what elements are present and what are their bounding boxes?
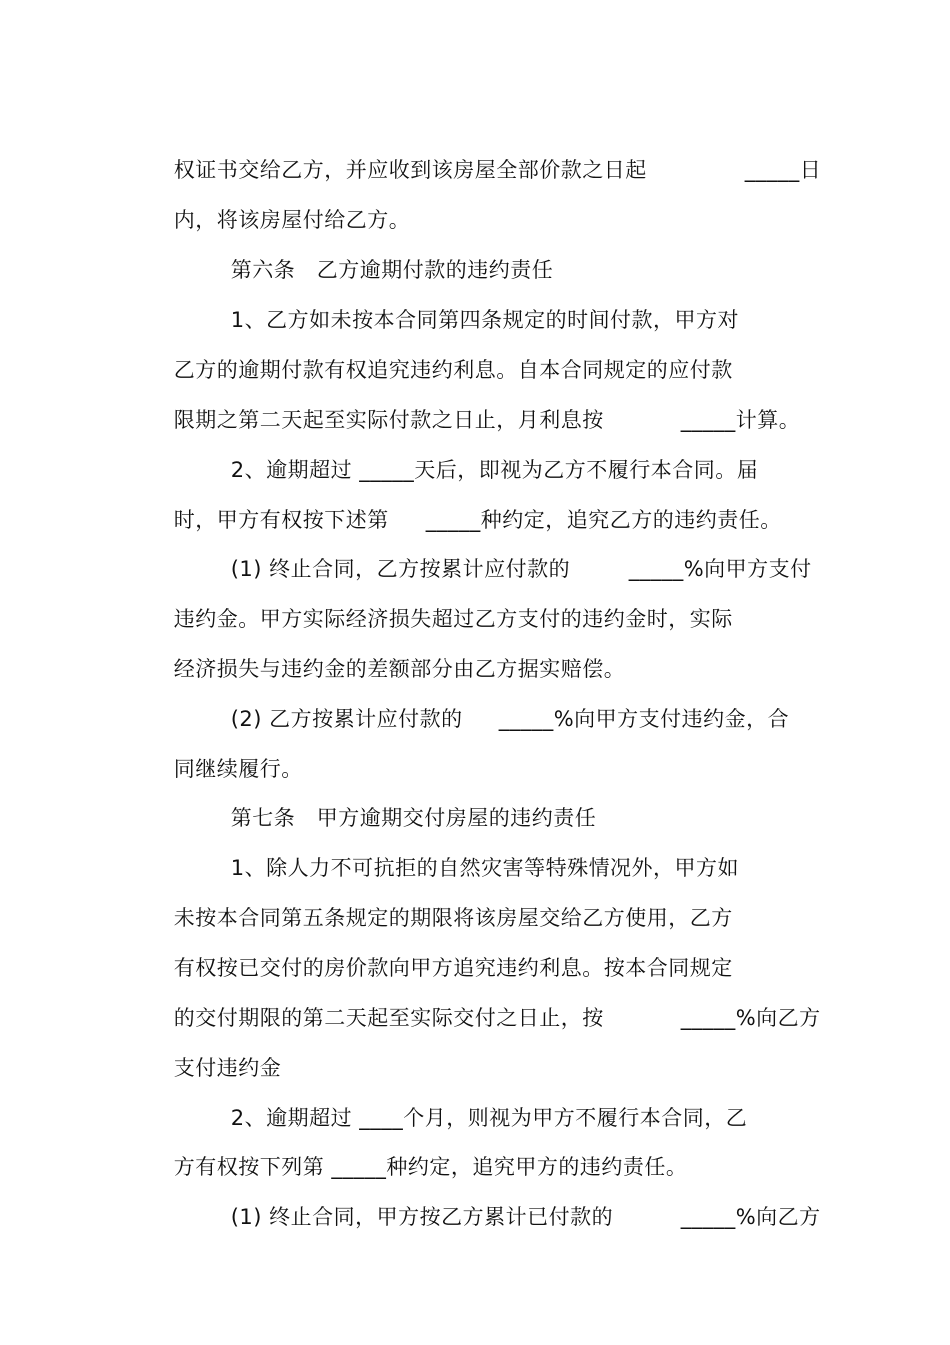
text-line	[202, 1175, 613, 1259]
text-segment: (1) 终止合同，甲方按乙方累计已付款的	[230, 1205, 614, 1229]
text-segment: 时，甲方有权按下述第	[173, 508, 389, 532]
text-segment: _____日	[744, 158, 822, 182]
text-line	[652, 1175, 821, 1259]
text-segment: 2、逾期超过 ____个月，则视为甲方不履行本合同，乙	[230, 1106, 748, 1130]
text-segment: 违约金。甲方实际经济损失超过乙方支付的违约金时，实际	[173, 607, 733, 631]
text-segment: 支付违约金	[173, 1056, 282, 1080]
text-segment: _____%向乙方	[680, 1006, 821, 1030]
text-segment: (2) 乙方按累计应付款的	[230, 707, 463, 731]
text-segment: 内，将该房屋付给乙方。	[173, 208, 411, 232]
text-line	[470, 677, 789, 761]
text-segment: 权证书交给乙方，并应收到该房屋全部价款之日起	[173, 158, 647, 182]
text-segment: 乙方的逾期付款有权追究违约利息。自本合同规定的应付款	[173, 358, 733, 382]
text-segment: 限期之第二天起至实际付款之日止，月利息按	[173, 408, 604, 432]
text-segment: (1) 终止合同，乙方按累计应付款的	[230, 557, 571, 581]
text-segment: 1、乙方如未按本合同第四条规定的时间付款，甲方对	[230, 308, 740, 332]
text-segment: 2、逾期超过 _____天后，即视为乙方不履行本合同。届	[230, 458, 759, 482]
text-segment: 同继续履行。	[173, 757, 303, 781]
text-segment: _____计算。	[680, 408, 801, 432]
text-segment: 经济损失与违约金的差额部分由乙方据实赔偿。	[173, 657, 626, 681]
text-segment: 有权按已交付的房价款向甲方追究违约利息。按本合同规定	[173, 956, 733, 980]
text-segment: 的交付期限的第二天起至实际交付之日止，按	[173, 1006, 604, 1030]
text-segment: 未按本合同第五条规定的期限将该房屋交给乙方使用，乙方	[173, 906, 733, 930]
text-segment: _____种约定，追究乙方的违约责任。	[425, 508, 782, 532]
text-segment: 1、除人力不可抗拒的自然灾害等特殊情况外，甲方如	[230, 856, 740, 880]
text-segment: 方有权按下列第 _____种约定，追究甲方的违约责任。	[173, 1155, 688, 1179]
text-line	[716, 128, 821, 212]
text-segment: _____%向甲方支付	[628, 557, 812, 581]
text-line	[652, 976, 821, 1060]
text-segment: _____%向甲方支付违约金，合	[498, 707, 790, 731]
text-segment: _____%向乙方	[680, 1205, 821, 1229]
text-segment: 第七条 甲方逾期交付房屋的违约责任	[230, 806, 597, 830]
text-segment: 第六条 乙方逾期付款的违约责任	[230, 258, 554, 282]
